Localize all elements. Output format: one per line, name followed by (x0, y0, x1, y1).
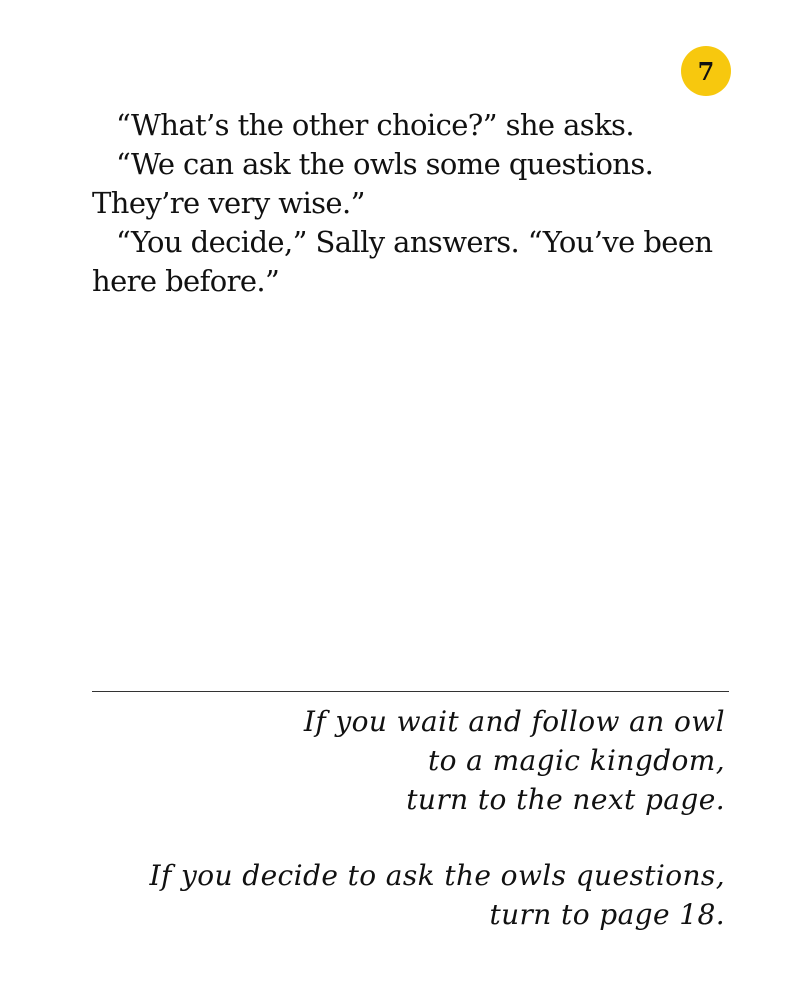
choice-line: If you wait and follow an owl (303, 705, 725, 738)
story-paragraph: “What’s the other choice?” she asks. (116, 108, 634, 142)
story-paragraph: “You decide,” Sally answers. “You’ve been here before.” (92, 225, 713, 298)
choice-line: turn to the next page. (406, 783, 725, 816)
story-text (92, 106, 732, 301)
choice-divider (92, 691, 729, 692)
choice-ask-owls (65, 856, 725, 934)
choice-line: If you decide to ask the owls questions, (149, 859, 725, 892)
page-number: 7 (697, 56, 715, 86)
choice-line: to a magic kingdom, (427, 744, 725, 777)
choice-line: turn to page 18. (489, 898, 725, 931)
choices-section (65, 702, 725, 934)
choice-follow-owl (65, 702, 725, 819)
story-paragraph: “We can ask the owls some questions. They’re very wise.” (92, 147, 654, 220)
page-number-badge (681, 46, 731, 96)
